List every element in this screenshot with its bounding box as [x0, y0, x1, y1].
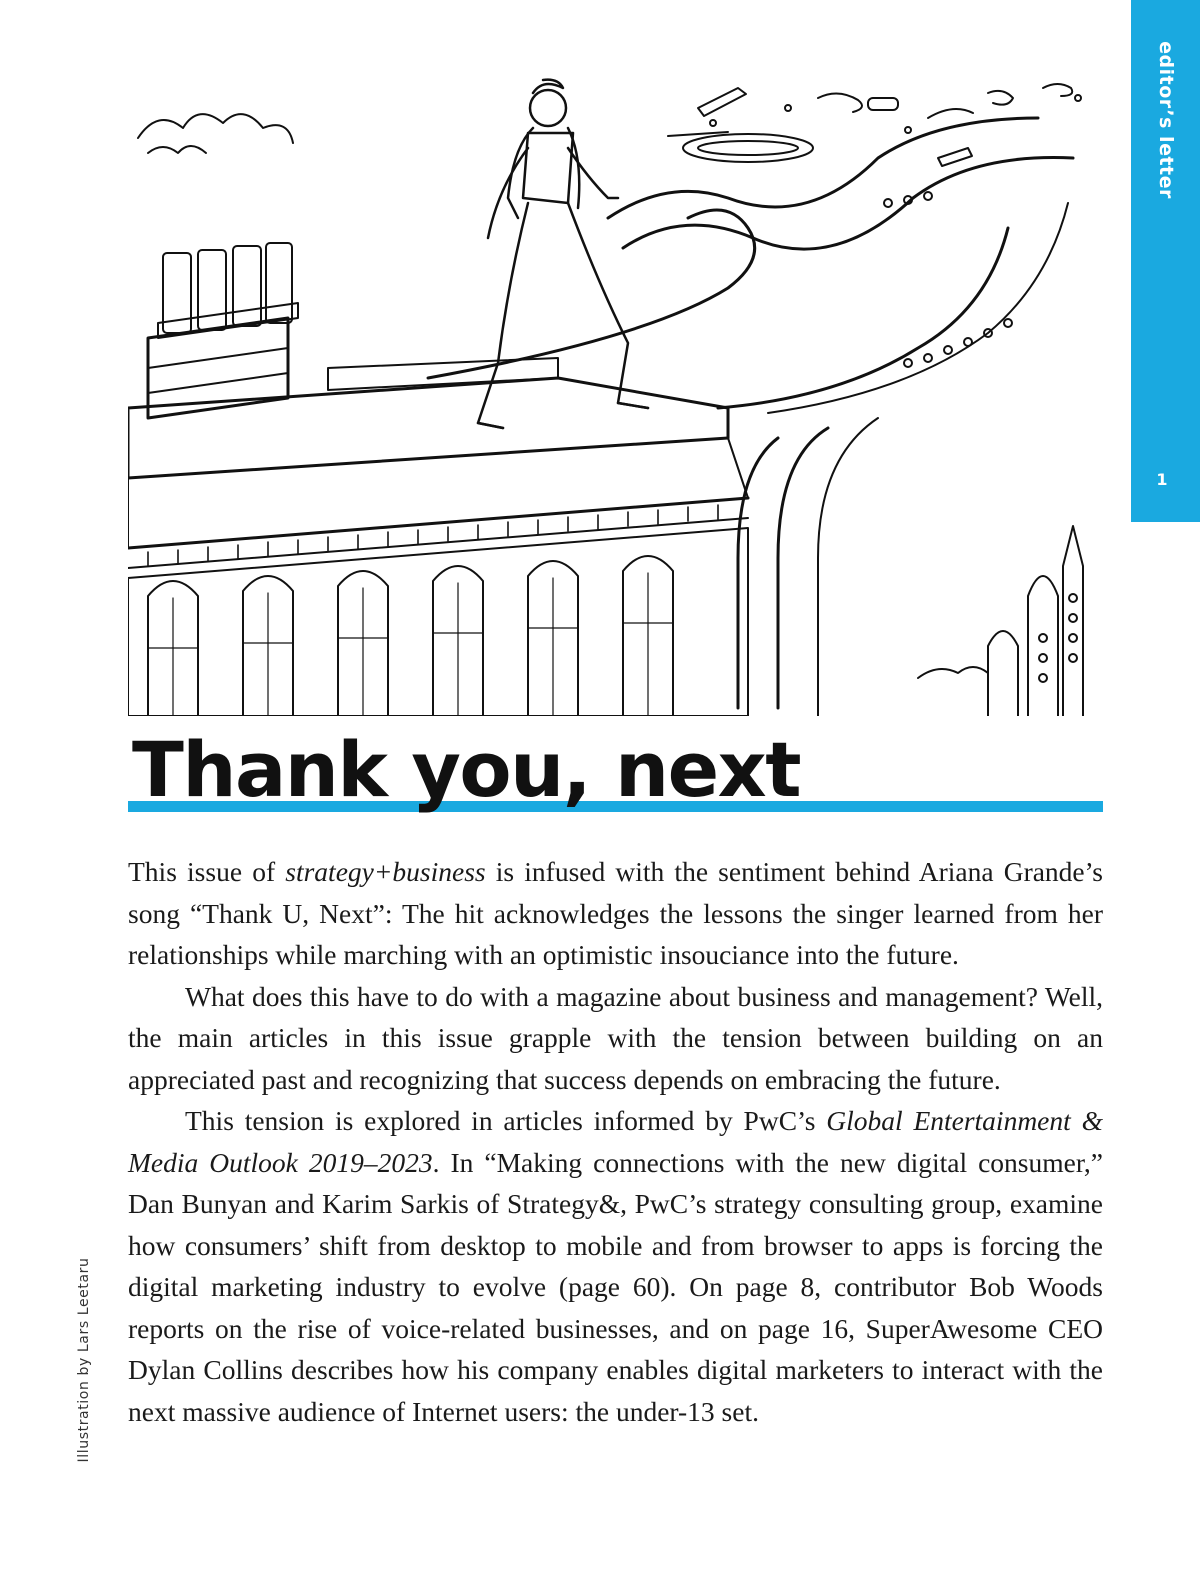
illustration-credit: Illustration by Lars Leetaru [76, 1257, 92, 1463]
report-title: Global Entertainment & Media Outlook 2019–2023 [128, 1105, 1103, 1178]
article-body [128, 851, 1103, 1432]
section-tab [1131, 0, 1200, 522]
paragraph-2: What does this have to do with a magazine about business and management? Well, the main articles in this issue grapple with the tension between building on an appreciated past and recognizing that success depends on embracing the future. [128, 980, 1103, 1095]
section-label: editor’s letter [1154, 41, 1177, 199]
page-number: 1 [1156, 470, 1168, 489]
publication-title: strategy+business [285, 856, 486, 887]
paragraph-1: This issue of strategy+business is infused with the sentiment behind Ariana Grande’s song “Thank U, Next”: The hit acknowledges the lessons the singer learned from her relationships while marching with an optimistic insouciance into the future. [128, 856, 1103, 970]
headline: Thank you, next [132, 725, 801, 814]
headline-block [128, 722, 1103, 822]
rooftop-road-illustration [128, 78, 1103, 716]
paragraph-3: This tension is explored in articles informed by PwC’s Global Entertainment & Media Outlook 2019–2023. In “Making connections with the new digital consumer,” Dan Bunyan and Karim Sarkis of Strategy&, PwC’s strategy consulting group, examine how consumers’ shift from desktop to mobile and from browser to apps is forcing the digital marketing industry to evolve (page 60). On page 8, contributor Bob Woods reports on the rise of voice-related businesses, and on page 16, SuperAwesome CEO Dylan Collins describes how his company enables digital marketers to interact with the next massive audience of Internet users: the under-13 set. [128, 1105, 1103, 1427]
